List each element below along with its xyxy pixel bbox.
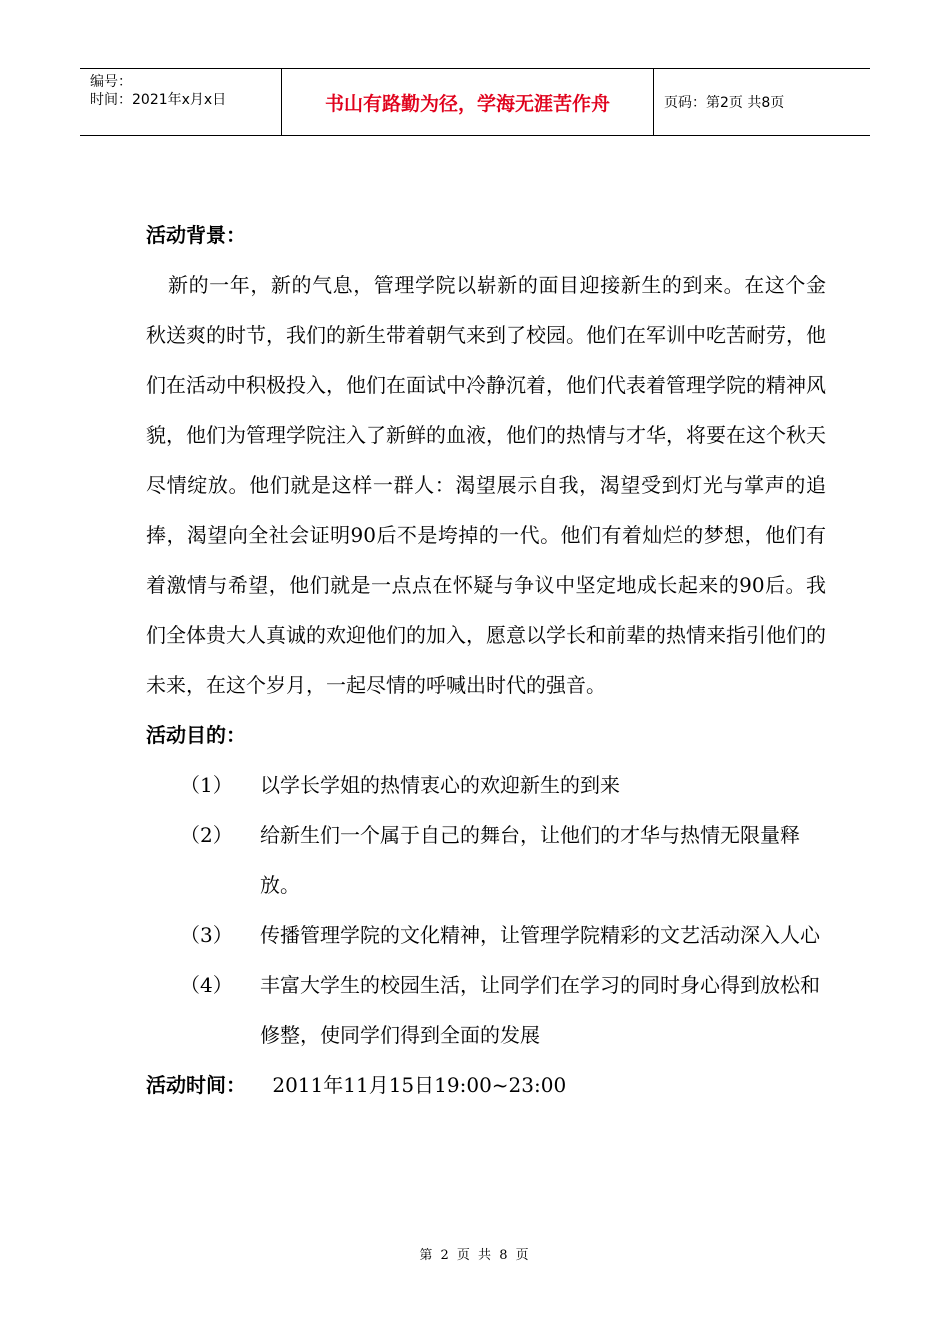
document-body — [146, 210, 826, 1110]
purpose-list — [146, 760, 826, 1060]
list-item — [146, 910, 826, 960]
time-value: 2011年11月15日19:00~23:00 — [272, 1073, 567, 1097]
header-meta — [80, 69, 282, 135]
list-item-text: 给新生们一个属于自己的舞台，让他们的才华与热情无限量释放。 — [260, 823, 800, 897]
list-item-text: 传播管理学院的文化精神，让管理学院精彩的文艺活动深入人心 — [260, 923, 820, 947]
header-page-number: 页码：第2页 共8页 — [664, 95, 785, 111]
list-item-number: （3） — [180, 923, 233, 947]
list-item-number: （2） — [180, 823, 233, 847]
page-header — [80, 68, 870, 136]
list-item-number: （4） — [180, 973, 233, 997]
time-label: 活动时间： — [146, 1073, 246, 1097]
list-item-text: 以学长学姐的热情衷心的欢迎新生的到来 — [260, 773, 620, 797]
list-item-text: 丰富大学生的校园生活，让同学们在学习的同时身心得到放松和修整，使同学们得到全面的发展 — [260, 973, 820, 1047]
list-item — [146, 960, 826, 1060]
list-item-number: （1） — [180, 773, 233, 797]
list-item — [146, 810, 826, 910]
list-item — [146, 760, 826, 810]
purpose-heading: 活动目的： — [146, 723, 246, 747]
document-date: 时间：2021年x月x日 — [90, 92, 227, 108]
background-paragraph: 新的一年，新的气息，管理学院以崭新的面目迎接新生的到来。在这个金秋送爽的时节，我们的新生带着朝气来到了校园。他们在军训中吃苦耐劳，他们在活动中积极投入，他们在面试中冷静沉着，他们代表着管理学院的精神风貌，他们为管理学院注入了新鲜的血液，他们的热情与才华，将要在这个秋天尽情绽放。他们就是这样一群人：渴望展示自我，渴望受到灯光与掌声的追捧，渴望向全社会证明90后不是垮掉的一代。他们有着灿烂的梦想，他们有着激情与希望，他们就是一点点在怀疑与争议中坚定地成长起来的90后。我们全体贵大人真诚的欢迎他们的加入，愿意以学长和前辈的热情来指引他们的未来，在这个岁月，一起尽情的呼喊出时代的强音。 — [146, 273, 826, 697]
activity-time — [146, 1060, 826, 1110]
background-heading: 活动背景： — [146, 223, 246, 247]
document-number: 编号： — [90, 74, 132, 90]
page-footer: 第 2 页 共 8 页 — [419, 1248, 531, 1263]
header-motto: 书山有路勤为径，学海无涯苦作舟 — [282, 69, 654, 135]
